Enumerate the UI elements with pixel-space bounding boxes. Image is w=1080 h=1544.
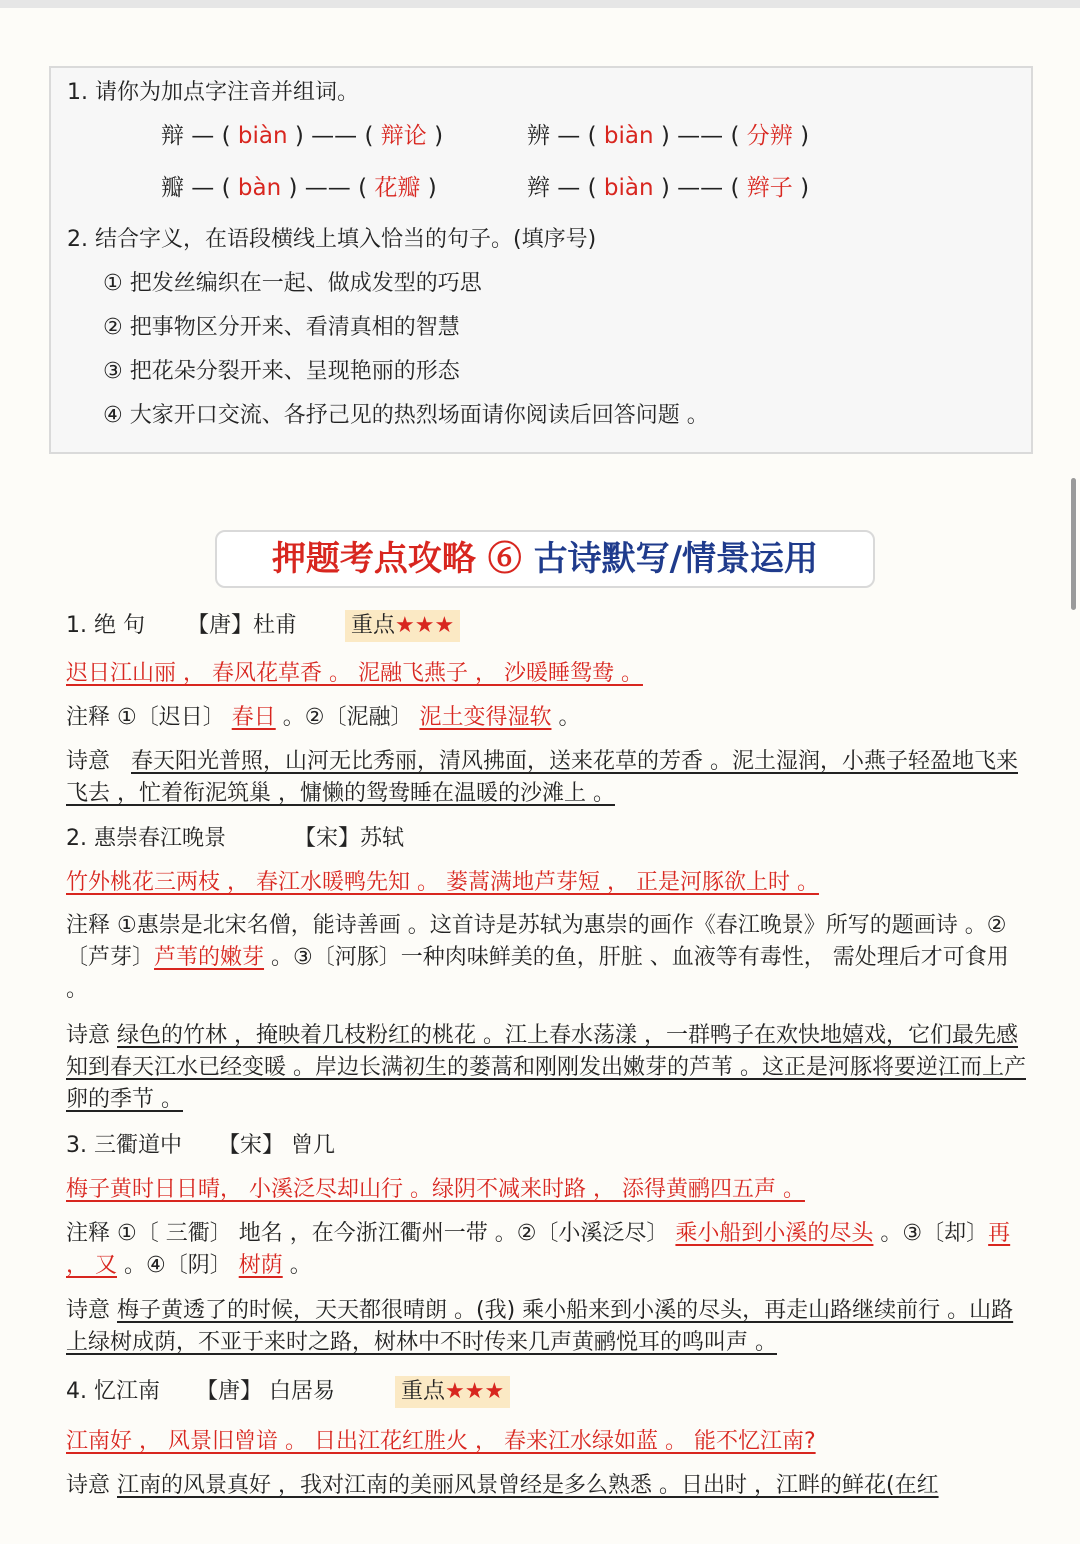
poem-4-text: 江南好 ， 风景旧曾谙 。 日出江花红胜火 ， 春来江水绿如蓝 。 能不忆江南? <box>66 1429 816 1454</box>
option-4: ④ 大家开口交流、各抒己见的热烈场面请你阅读后回答问题 。 <box>103 403 709 428</box>
poem-4-header: 4. 忆江南 【唐】 白居易 重点★★★ <box>66 1376 1026 1408</box>
poem-3-text: 梅子黄时日日晴， 小溪泛尽却山行 。绿阴不减来时路 ， 添得黄鹂四五声 。 <box>66 1177 805 1202</box>
section-title: 押题考点攻略 ⑥ 古诗默写/情景运用 <box>215 530 875 588</box>
poem-1-meaning: 诗意 春天阳光普照，山河无比秀丽，清风拂面，送来花草的芳香 。泥土湿润，小燕子轻盈地飞来飞去 ，忙着衔泥筑巢 ，慵懒的鸳鸯睡在温暖的沙滩上 。 <box>66 749 1018 806</box>
pinyin-row-1b: 辨 — ( biàn ) —— ( 分辨 ) <box>527 123 810 149</box>
option-1: ① 把发丝编织在一起、做成发型的巧思 <box>103 271 482 296</box>
exercise-box <box>49 66 1033 454</box>
star-icon: ★★★ <box>445 1379 505 1404</box>
key-badge: 重点★★★ <box>395 1376 510 1408</box>
poem-2-notes: 注释 ①惠崇是北宋名僧，能诗善画 。这首诗是苏轼为惠崇的画作《春江晚景》所写的题画诗 。②〔芦芽〕芦苇的嫩芽 。③〔河豚〕一种肉味鲜美的鱼，肝脏 、血液等有毒性， 需处理后才可食用 。 <box>66 913 1009 1002</box>
poem-3-notes: 注释 ①〔 三衢〕 地名 ，在今浙江衢州一带 。②〔小溪泛尽〕 乘小船到小溪的尽头 。③〔却〕再 ， 又 。④〔阴〕 树荫 。 <box>66 1221 1011 1278</box>
option-3: ③ 把花朵分裂开来、呈现艳丽的形态 <box>103 359 460 384</box>
pinyin-row-1a: 辩 — ( biàn ) —— ( 辩论 ) <box>161 123 444 149</box>
star-icon: ★★★ <box>395 613 455 638</box>
poem-4-meaning: 诗意 江南的风景真好 ，我对江南的美丽风景曾经是多么熟悉 。日出时 ，江畔的鲜花(在红 <box>66 1473 939 1498</box>
poem-2-text: 竹外桃花三两枝 ， 春江水暖鸭先知 。 蒌蒿满地芦芽短 ， 正是河豚欲上时 。 <box>66 870 819 895</box>
poem-3-meaning: 诗意 梅子黄透了的时候，天天都很晴朗 。(我) 乘小船来到小溪的尽头，再走山路继续前行 。山路上绿树成荫，不亚于来时之路，树林中不时传来几声黄鹂悦耳的鸣叫声 。 <box>66 1298 1014 1355</box>
key-badge: 重点★★★ <box>345 610 460 642</box>
poem-1-text: 迟日江山丽 ， 春风花草香 。 泥融飞燕子 ， 沙暖睡鸳鸯 。 <box>66 661 643 686</box>
pinyin-row-2b: 辫 — ( biàn ) —— ( 辫子 ) <box>527 175 810 201</box>
poem-2-meaning: 诗意 绿色的竹林 ，掩映着几枝粉红的桃花 。江上春水荡漾 ，一群鸭子在欢快地嬉戏，它们最先感知到春天江水已经变暖 。岸边长满初生的蒌蒿和刚刚发出嫩芽的芦苇 。这正是河豚将要逆江而上产卵的季节 。 <box>66 1023 1026 1112</box>
scrollbar[interactable] <box>1071 478 1076 610</box>
top-bar <box>0 0 1080 8</box>
poem-1-header: 1. 绝 句 【唐】杜甫 重点★★★ <box>66 610 1026 642</box>
poem-1-notes: 注释 ①〔迟日〕 春日 。②〔泥融〕 泥土变得湿软 。 <box>66 705 581 730</box>
option-2: ② 把事物区分开来、看清真相的智慧 <box>103 315 460 340</box>
question-2: 2. 结合字义，在语段横线上填入恰当的句子。(填序号) <box>67 227 597 252</box>
question-1: 1. 请你为加点字注音并组词。 <box>67 80 359 105</box>
pinyin-row-2a: 瓣 — ( bàn ) —— ( 花瓣 ) <box>161 175 437 201</box>
poem-3-header: 3. 三衢道中 【宋】 曾几 <box>66 1133 335 1158</box>
poem-2-header: 2. 惠崇春江晚景 【宋】苏轼 <box>66 826 404 851</box>
